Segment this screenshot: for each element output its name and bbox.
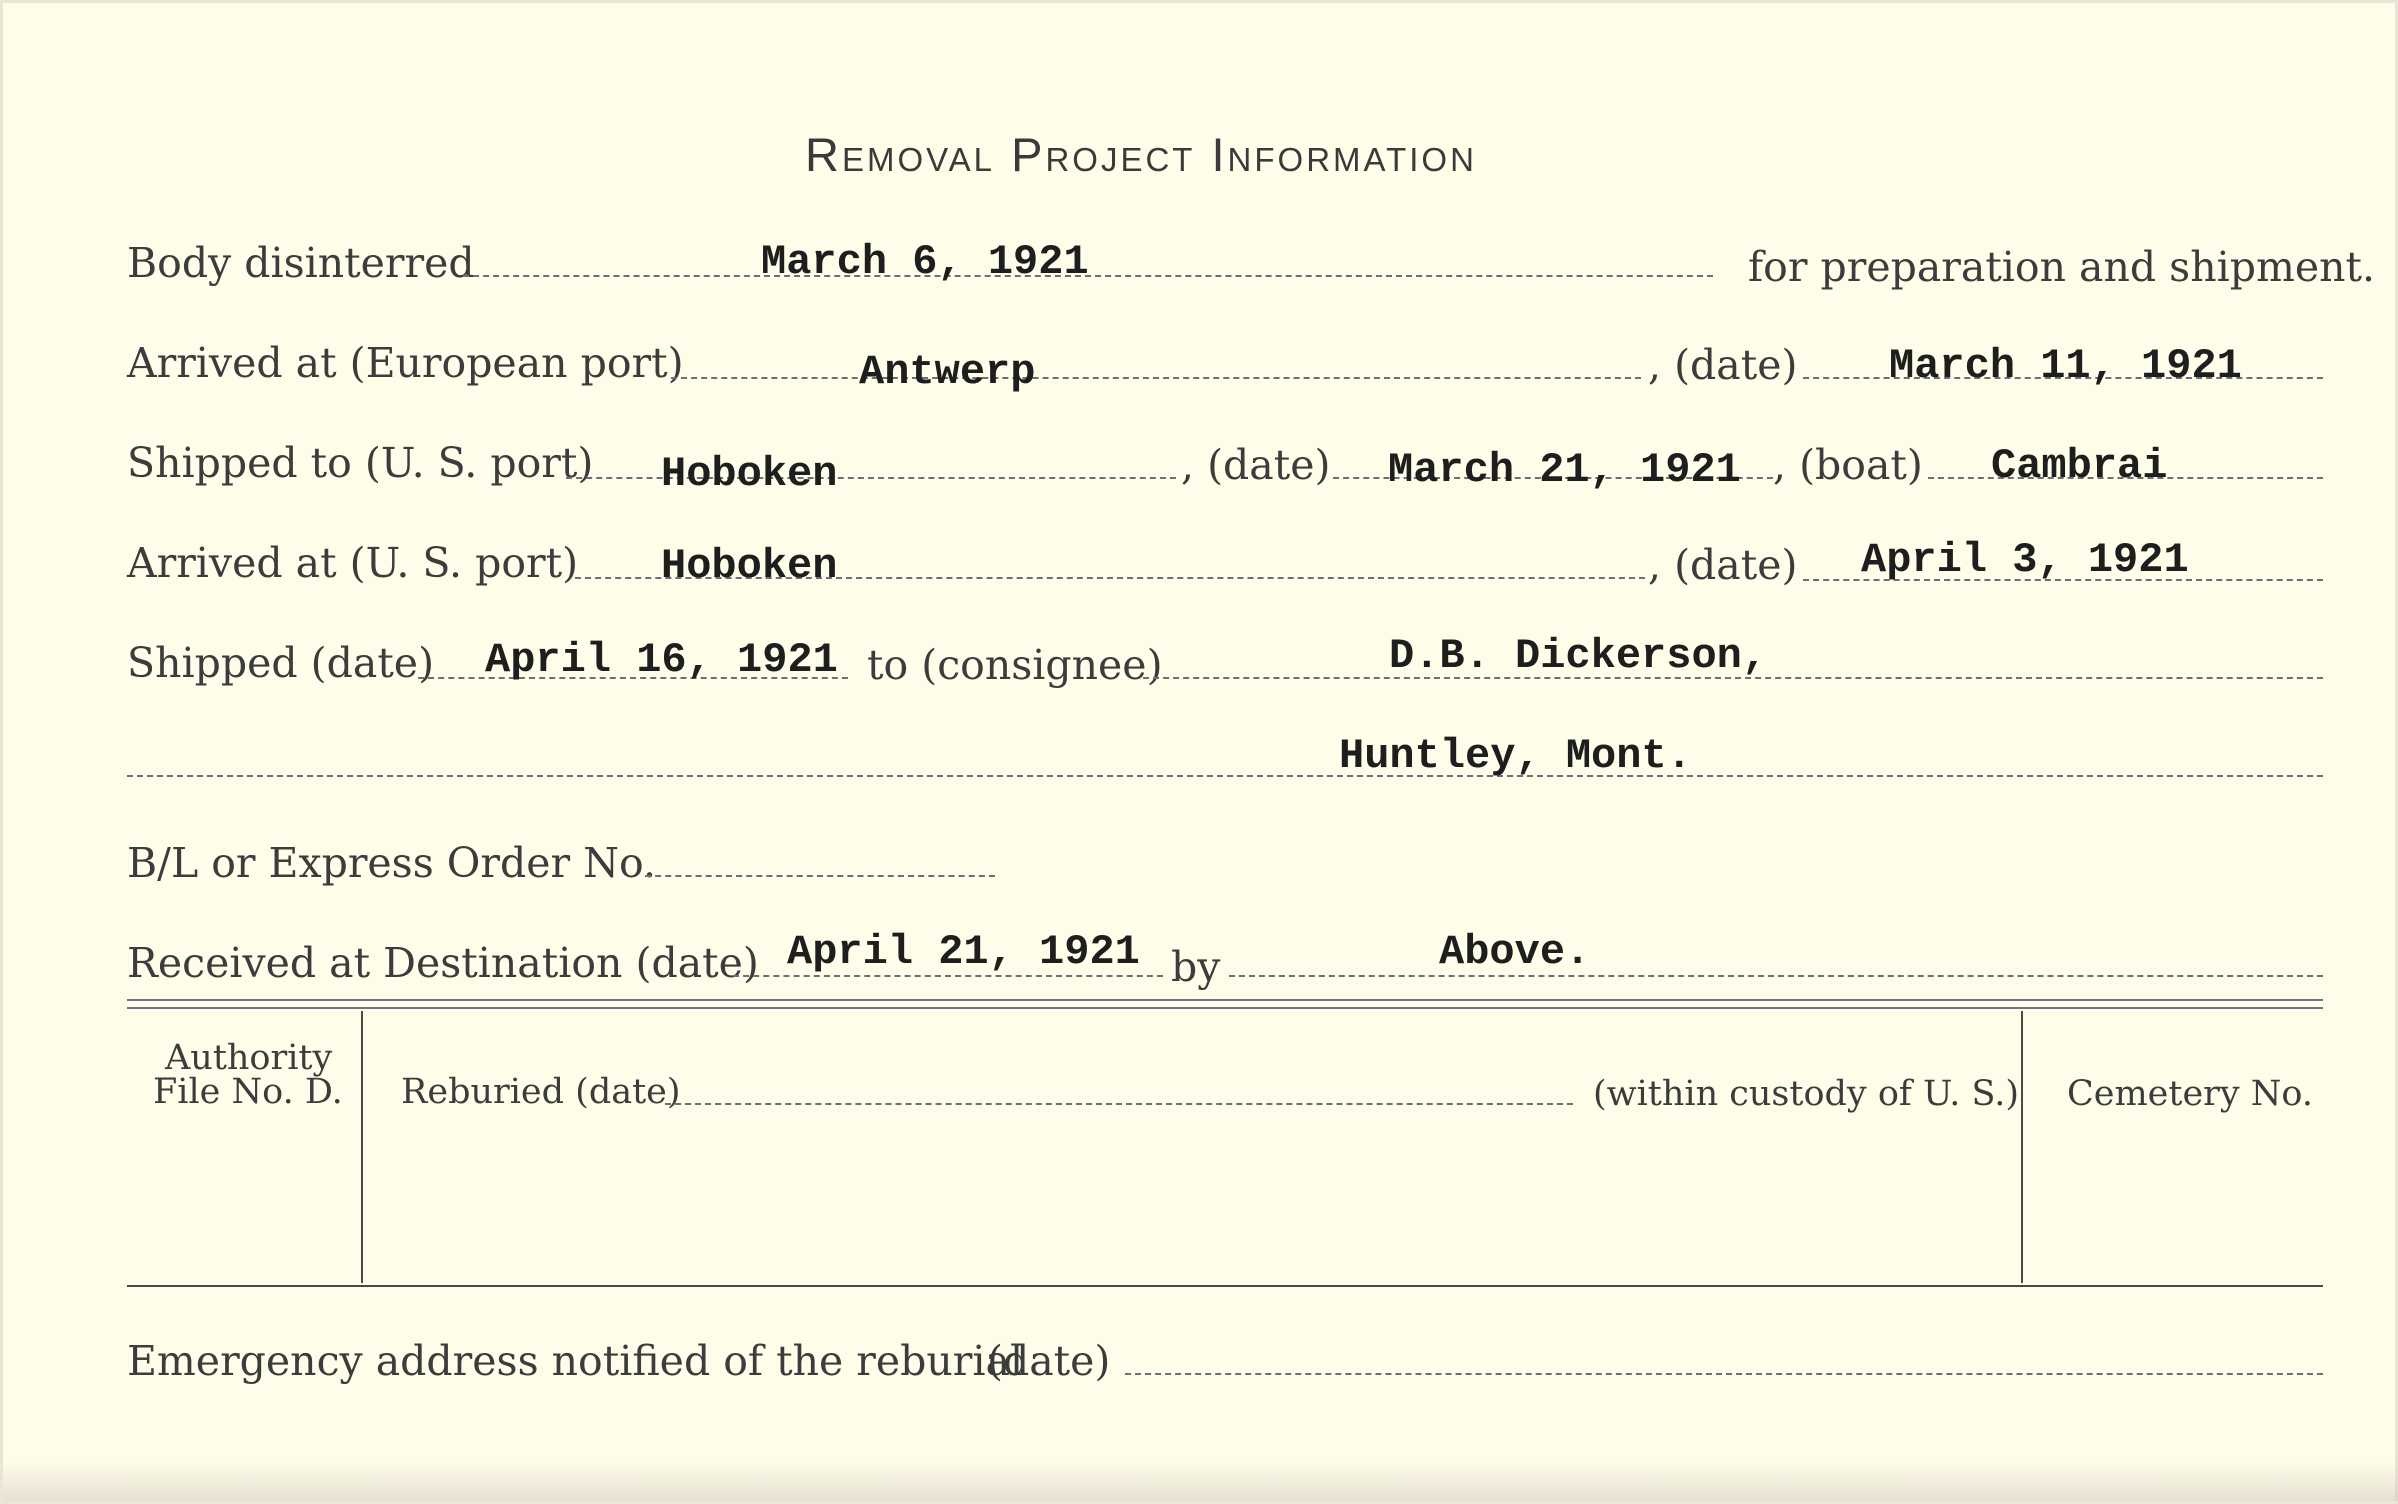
arrived-europe-date: March 11, 1921 bbox=[1889, 342, 2242, 390]
received-by-line bbox=[1229, 975, 2323, 977]
form-title: Removal Project Information bbox=[805, 128, 1477, 181]
bl-order-label: B/L or Express Order No. bbox=[127, 839, 657, 887]
emergency-date-label: (date) bbox=[987, 1337, 1111, 1385]
shipped-us-port-line bbox=[566, 477, 1176, 479]
consignee-name: D.B. Dickerson, bbox=[1389, 632, 1768, 680]
shipped-date-label: Shipped (date) bbox=[127, 639, 435, 687]
arrived-us-port: Hoboken bbox=[661, 542, 838, 590]
consignee-label: to (consignee) bbox=[867, 641, 1163, 689]
table-top-rule-2 bbox=[127, 1007, 2323, 1009]
consignee-address-line bbox=[127, 775, 2323, 777]
shipped-us-date: March 21, 1921 bbox=[1388, 446, 1741, 494]
arrived-europe-label: Arrived at (European port) bbox=[127, 339, 684, 387]
received-by: Above. bbox=[1439, 928, 1591, 976]
custody-label: (within custody of U. S.) bbox=[1593, 1074, 2020, 1114]
shipped-us-boat: Cambrai bbox=[1991, 442, 2168, 490]
shipped-us-label: Shipped to (U. S. port) bbox=[127, 439, 594, 487]
received-date: April 21, 1921 bbox=[787, 928, 1140, 976]
disinterred-value: March 6, 1921 bbox=[761, 238, 1089, 286]
arrived-europe-date-label: , (date) bbox=[1648, 341, 1798, 389]
shipped-us-date-label: , (date) bbox=[1181, 441, 1331, 489]
table-divider-left bbox=[361, 1011, 363, 1283]
arrived-us-date-label: , (date) bbox=[1648, 541, 1798, 589]
arrived-europe-port: Antwerp bbox=[859, 348, 1036, 396]
shipped-us-port: Hoboken bbox=[661, 450, 838, 498]
cemetery-label: Cemetery No. bbox=[2067, 1074, 2314, 1114]
emergency-label: Emergency address notified of the reburial bbox=[127, 1337, 1024, 1385]
bl-order-line bbox=[645, 875, 995, 877]
arrived-us-date: April 3, 1921 bbox=[1861, 536, 2189, 584]
arrived-europe-port-line bbox=[671, 377, 1641, 379]
table-top-rule-1 bbox=[127, 999, 2323, 1001]
arrived-us-label: Arrived at (U. S. port) bbox=[127, 539, 579, 587]
shipped-us-boat-label: , (boat) bbox=[1773, 441, 1923, 489]
emergency-date-line bbox=[1125, 1373, 2323, 1375]
table-bottom-rule bbox=[127, 1285, 2323, 1287]
authority-label-2: File No. D. bbox=[153, 1072, 343, 1112]
shipped-date: April 16, 1921 bbox=[485, 636, 838, 684]
authority-label-1: Authority bbox=[165, 1038, 333, 1078]
edge-stain bbox=[3, 1461, 2398, 1501]
received-label: Received at Destination (date) bbox=[127, 939, 759, 987]
disinterred-suffix: for preparation and shipment. bbox=[1748, 243, 2376, 291]
consignee-address: Huntley, Mont. bbox=[1339, 732, 1692, 780]
reburied-label: Reburied (date) bbox=[401, 1072, 681, 1112]
table-divider-right bbox=[2021, 1011, 2023, 1283]
received-by-label: by bbox=[1171, 943, 1221, 991]
reburied-line bbox=[665, 1103, 1573, 1105]
disinterred-label: Body disinterred bbox=[127, 239, 475, 287]
